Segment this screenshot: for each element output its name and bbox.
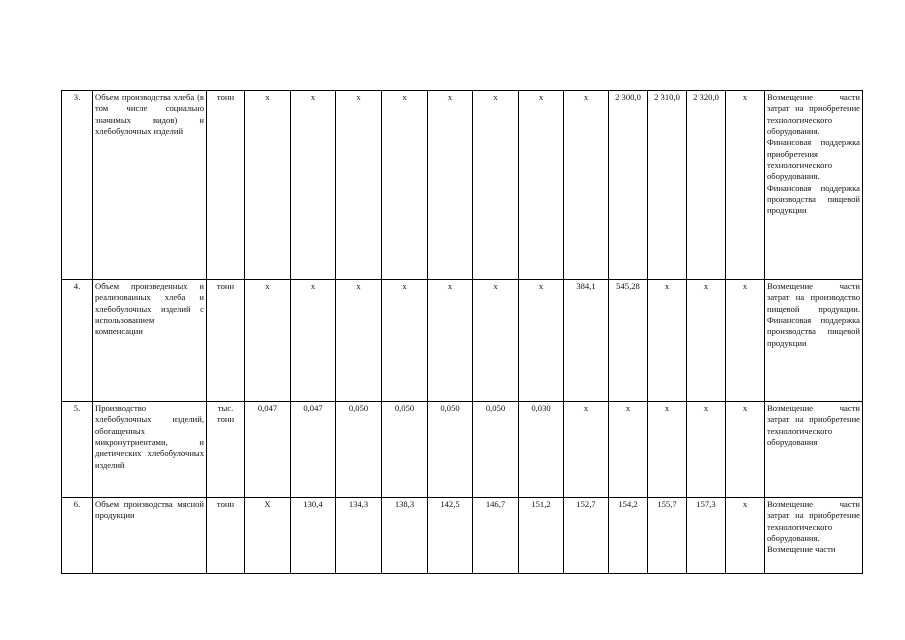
value-cell: х <box>687 280 726 402</box>
value-cell: х <box>609 402 648 498</box>
value-cell: х <box>648 280 687 402</box>
value-cell: 134,3 <box>336 498 382 574</box>
indicator-name-cell: Объем производства мясной продукции <box>93 498 207 574</box>
table-row <box>62 280 863 402</box>
value-cell: 0,047 <box>245 402 291 498</box>
value-cell: х <box>428 91 473 280</box>
support-measure-cell: Возмещение части затрат на производство пищевой продукции. Финансовая поддержка производства пищевой продукции <box>765 280 863 402</box>
value-cell: 0,050 <box>428 402 473 498</box>
value-cell: 130,4 <box>291 498 336 574</box>
value-cell: х <box>245 280 291 402</box>
value-cell: х <box>648 402 687 498</box>
unit-cell: тонн <box>207 91 245 280</box>
row-number-cell: 3. <box>62 91 93 280</box>
table-row <box>62 91 863 280</box>
support-measure-cell: Возмещение части затрат на приобретение технологического оборудования. Возмещение части <box>765 498 863 574</box>
value-cell: 2 310,0 <box>648 91 687 280</box>
table-row <box>62 498 863 574</box>
value-cell: 146,7 <box>473 498 519 574</box>
row-number-cell: 6. <box>62 498 93 574</box>
value-cell: 0,047 <box>291 402 336 498</box>
value-cell: х <box>428 280 473 402</box>
value-cell: Х <box>245 498 291 574</box>
value-cell: х <box>473 91 519 280</box>
indicator-name-cell: Объем производства хлеба (в том числе социально значимых видов) и хлебобулочных изделий <box>93 91 207 280</box>
value-cell: 0,050 <box>336 402 382 498</box>
value-cell: х <box>519 280 564 402</box>
indicators-table <box>61 90 863 574</box>
value-cell: х <box>726 91 765 280</box>
value-cell: х <box>726 402 765 498</box>
table-row <box>62 402 863 498</box>
row-number-cell: 4. <box>62 280 93 402</box>
row-number-cell: 5. <box>62 402 93 498</box>
value-cell: х <box>564 402 609 498</box>
value-cell: 154,2 <box>609 498 648 574</box>
value-cell: х <box>726 280 765 402</box>
value-cell: 155,7 <box>648 498 687 574</box>
support-measure-cell: Возмещение части затрат на приобретение технологического оборудования <box>765 402 863 498</box>
value-cell: х <box>291 91 336 280</box>
value-cell: х <box>473 280 519 402</box>
unit-cell: тыс. тонн <box>207 402 245 498</box>
value-cell: х <box>519 91 564 280</box>
value-cell: 545,28 <box>609 280 648 402</box>
indicator-name-cell: Производство хлебобулочных изделий, обогащенных микронутриентами, и диетических хлебобулочных изделий <box>93 402 207 498</box>
value-cell: 0,050 <box>473 402 519 498</box>
value-cell: х <box>382 280 428 402</box>
value-cell: х <box>687 402 726 498</box>
value-cell: х <box>726 498 765 574</box>
value-cell: 0,030 <box>519 402 564 498</box>
value-cell: х <box>336 91 382 280</box>
value-cell: х <box>564 91 609 280</box>
value-cell: 2 320,0 <box>687 91 726 280</box>
unit-cell: тонн <box>207 280 245 402</box>
value-cell: х <box>382 91 428 280</box>
value-cell: х <box>245 91 291 280</box>
indicator-name-cell: Объем произведенных и реализованных хлеба и хлебобулочных изделий с использованием компенсации <box>93 280 207 402</box>
value-cell: х <box>336 280 382 402</box>
value-cell: 142,5 <box>428 498 473 574</box>
value-cell: 138,3 <box>382 498 428 574</box>
value-cell: х <box>291 280 336 402</box>
unit-cell: тонн <box>207 498 245 574</box>
value-cell: 0,050 <box>382 402 428 498</box>
value-cell: 151,2 <box>519 498 564 574</box>
value-cell: 2 300,0 <box>609 91 648 280</box>
value-cell: 152,7 <box>564 498 609 574</box>
support-measure-cell: Возмещение части затрат на приобретение технологического оборудования. Финансовая поддержка приобретения технологического оборудования. Финансовая поддержка производства пищевой продукции <box>765 91 863 280</box>
value-cell: 384,1 <box>564 280 609 402</box>
value-cell: 157,3 <box>687 498 726 574</box>
